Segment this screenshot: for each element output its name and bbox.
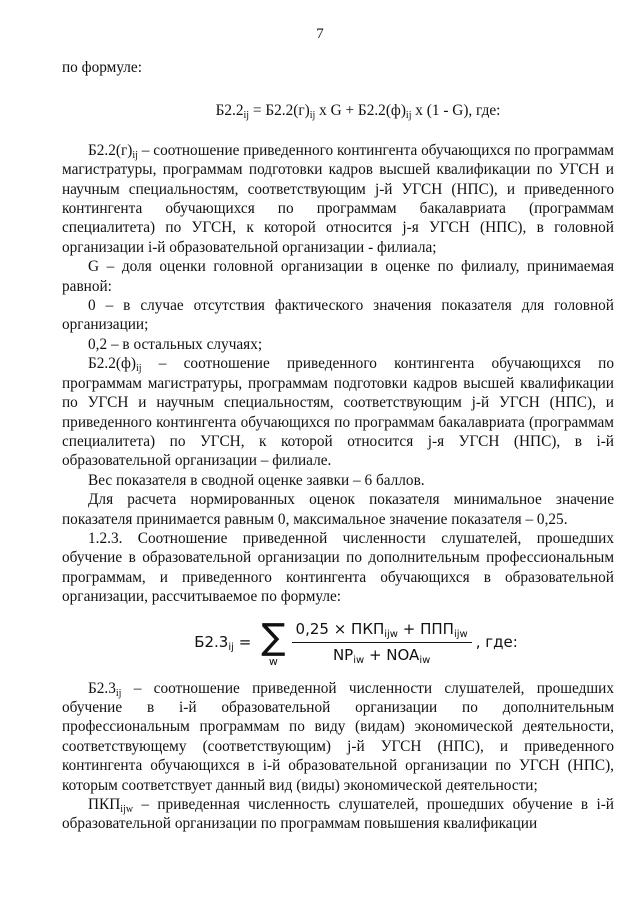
sigma-symbol: ∑ bbox=[261, 616, 286, 658]
formula-sub: ij bbox=[309, 110, 316, 122]
definition-b23 bbox=[62, 679, 614, 795]
fraction bbox=[292, 620, 472, 666]
page-number: 7 bbox=[316, 26, 324, 42]
intro-text: по формуле: bbox=[62, 59, 142, 76]
symbol: Б2.2(г) bbox=[88, 141, 133, 159]
denominator-term: NP bbox=[332, 646, 354, 665]
formula-sub: iw bbox=[353, 655, 365, 667]
formula-equals: = bbox=[233, 632, 252, 651]
formula-b22 bbox=[62, 101, 614, 120]
numerator-term: 0,25 × ПКП bbox=[295, 619, 385, 638]
denominator bbox=[333, 643, 430, 665]
symbol: Б2.2(ф) bbox=[88, 355, 137, 373]
symbol-sub: ij bbox=[115, 687, 122, 699]
numerator-term: + ППП bbox=[398, 619, 454, 638]
symbol-sub: ij bbox=[132, 149, 138, 161]
denominator-term: + NOA bbox=[364, 646, 420, 665]
sum-sign bbox=[261, 616, 286, 668]
formula-b23-lhs bbox=[194, 633, 251, 652]
definition-G: G – доля оценки головной организации в оценке по филиалу, принимаемая равной: bbox=[62, 258, 614, 295]
symbol-sub: ij bbox=[136, 363, 142, 375]
numerator bbox=[292, 620, 472, 643]
symbol: Б2.3 bbox=[88, 679, 116, 697]
section-1-2-3: 1.2.3. Соотношение приведенной численности слушателей, прошедших обучение в образовательной организации по дополнительным профессиональным программам, и приведенного контингента обучающихся в образовательной организации, рассчитываемое по формуле: bbox=[62, 529, 614, 606]
symbol: ПКП bbox=[88, 796, 121, 813]
formula-sub: ij bbox=[243, 110, 250, 122]
formula-b23 bbox=[98, 616, 614, 668]
formula-sub: iw bbox=[419, 655, 431, 667]
formula-b22-term-g: = Б2.2(г) bbox=[249, 102, 310, 120]
definition-text: – соотношение приведенного контингента обучающихся по программам магистратуры, программам подготовки кадров высшей квалификации по УГСН и научным специальностям, соответствующим j-й УГСН (НПС), и приведенного контингента обучающихся по программам бакалавриата (программам специалитета) по УГСН, к которой относится j-я УГСН (НПС), в головной организации i-й образовательной организации - филиала; bbox=[62, 141, 614, 256]
page-content bbox=[62, 58, 614, 834]
formula-b22-term-f: x G + Б2.2(ф) bbox=[315, 102, 406, 120]
formula-b22-end: x (1 - G), где: bbox=[411, 102, 501, 120]
formula-sub: ijw bbox=[384, 628, 398, 640]
formula-sub: ijw bbox=[453, 628, 468, 640]
definition-b22g bbox=[62, 141, 614, 257]
formula-b23-tail: , где: bbox=[475, 632, 518, 651]
weight-text: Вес показателя в сводной оценке заявки – 6 баллов. bbox=[88, 471, 425, 489]
formula-sub: ij bbox=[405, 110, 412, 122]
sigma-index: w bbox=[268, 654, 278, 668]
definition-pkp bbox=[62, 795, 614, 834]
symbol-sub: ijw bbox=[120, 804, 134, 815]
g-other-case: 0,2 – в остальных случаях; bbox=[88, 335, 263, 353]
definition-text: – соотношение приведенной численности слушателей, прошедших обучение в i-й образовательной организации по дополнительным профессиональным программам по виду (видам) экономической деятельности, соответствующему (соответствующим) j-й УГСН (НПС), и приведенного контингента обучающихся в i-й образовательной организации по УГСН (НПС), которым соответствует данный вид (виды) экономической деятельности; bbox=[62, 679, 614, 794]
formula-b22-lhs: Б2.2 bbox=[215, 102, 244, 120]
formula-sub: ij bbox=[228, 641, 234, 653]
definition-text: – соотношение приведенного контингента обучающихся по программам магистратуры, программам подготовки кадров высшей квалификации по УГСН и научным специальностям, соответствующим j-й УГСН (НПС), и приведенного контингента обучающихся по программам бакалавриата (программам специалитета) по УГСН, к которой относится j-я УГСН (НПС), в i-й образовательной организации – филиале. bbox=[62, 355, 614, 470]
normalization-text: Для расчета нормированных оценок показателя минимальное значение показателя принимается равным 0, максимальное значение показателя – 0,25. bbox=[62, 491, 614, 528]
definition-b22f bbox=[62, 354, 614, 470]
formula-symbol: Б2.3 bbox=[194, 632, 229, 651]
definition-text: – приведенная численность слушателей, прошедших обучение в i-й образовательной организации по программам повышения квалификации bbox=[62, 796, 614, 833]
g-zero-case: 0 – в случае отсутствия фактического значения показателя для головной организации; bbox=[62, 297, 614, 334]
